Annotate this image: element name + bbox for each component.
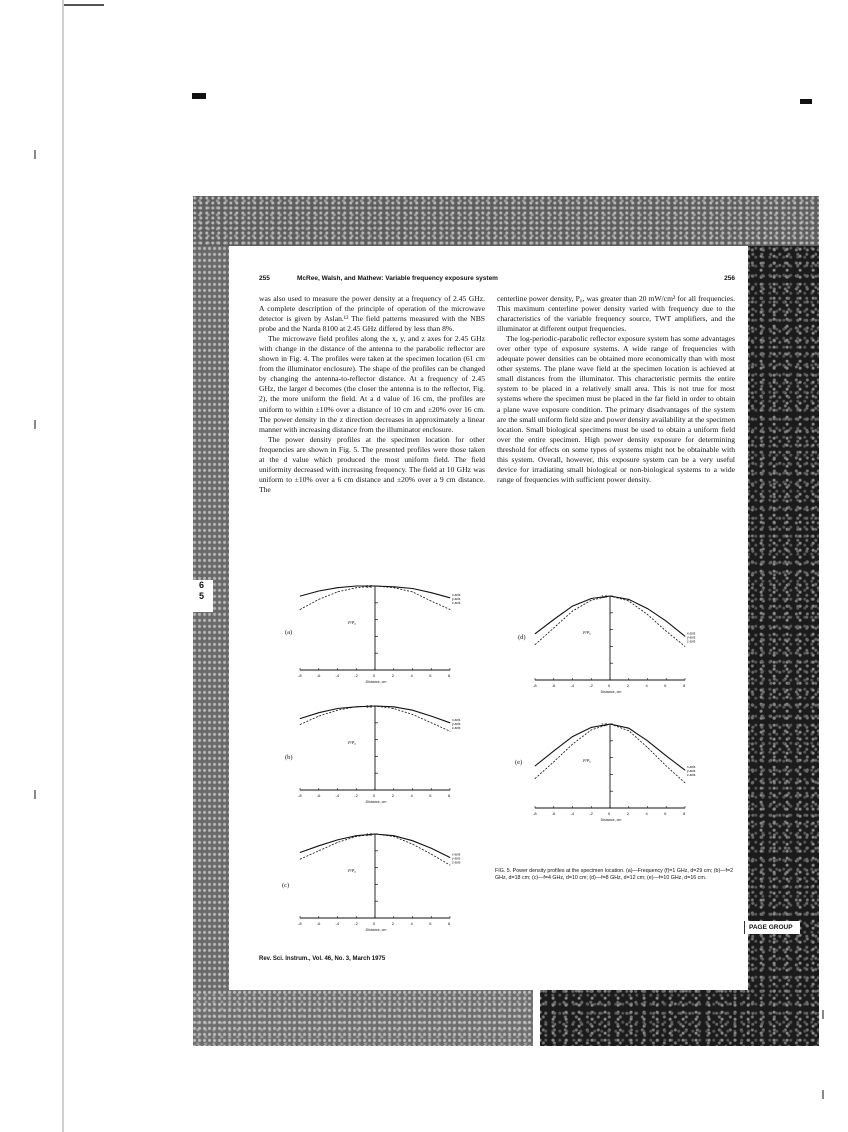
paragraph: The log-periodic-parabolic reflector exposure system has some advantages over other type of exposure systems. A wide range of frequencies with adequate power densities can be obtained more economically than with most other systems. The plane wave field at the specimen location is achieved at small distances from the illuminator. This characteristic permits the entire system to be placed in a relatively small area. This is not true for most systems where the specimen must be placed in the far field in order to obtain a plane wave exposure condition. The primary disadvantages of the system are the small uniform field size and power density availability at the specimen location. Small biological specimens must be used to obtain a uniform field over the entire specimen. High power density exposure for determining threshold for effects on some types of systems might not be obtainable with this system. Overall, however, this exposure system can be a very useful device for irradiating small biological or non-biological systems to a wide range of frequencies with sufficient power density. bbox=[497, 334, 735, 484]
data-point bbox=[337, 587, 338, 588]
data-point bbox=[300, 859, 301, 860]
x-tick-label: -6 bbox=[551, 683, 556, 688]
x-tick-label: 6 bbox=[664, 811, 667, 816]
data-point bbox=[572, 736, 573, 737]
paragraph: The microwave field profiles along the x, y, and z axes for 2.45 GHz with change in the distance of the antenna to the parabolic reflector are shown in Fig. 4. The profiles were taken at the specimen location (61 cm from the illuminator enclosure). The shape of the profiles can be changed by changing the antenna-to-reflector distance. At a frequency of 2.45 GHz, the larger d becomes (the closer the antenna is to the reflector, Fig. 2), the more uniform the field. At a d value of 16 cm, the profiles are uniform to within ±10% over a distance of 10 cm and ±20% over 16 cm. The power density in the z direction decreases in approximately a linear manner with increasing distance from the illuminator enclosure. bbox=[259, 334, 485, 434]
data-point bbox=[356, 706, 357, 707]
x-tick-label: -4 bbox=[335, 921, 340, 926]
x-tick-label: -2 bbox=[354, 673, 358, 678]
scan-dash bbox=[34, 420, 36, 429]
data-point bbox=[375, 586, 376, 587]
y-tick-label: 1.0 bbox=[366, 704, 373, 709]
data-point bbox=[450, 857, 451, 858]
data-point bbox=[300, 718, 301, 719]
legend-label: z-axis bbox=[452, 860, 461, 865]
scan-top-mark bbox=[64, 4, 104, 6]
x-tick-label: 6 bbox=[664, 683, 667, 688]
x-tick-label: 2 bbox=[626, 683, 629, 688]
scan-edge-line bbox=[62, 0, 64, 1132]
data-point bbox=[300, 724, 301, 725]
paragraph: The power density profiles at the specimen location for other frequencies are shown in Fig. 5. The presented profiles were those taken at the d value which produced the most uniform field. The field uniformity decreased with increasing frequency. The field at 10 GHz was uniform to ±10% over a 6 cm distance and ±20% over a 9 cm distance. The bbox=[259, 434, 485, 494]
panel-label-b: (b) bbox=[285, 754, 293, 761]
data-point bbox=[318, 591, 319, 592]
x-tick-label: 4 bbox=[645, 811, 648, 816]
x-tick-label: -8 bbox=[298, 793, 302, 798]
x-tick-label: 0 bbox=[373, 673, 376, 678]
paragraph: centerline power density, P₀, was greater than 20 mW/cm² for all frequencies. This maximum centerline power density varied with frequency due to the characteristics of the variable frequency source, TWT amplifiers, and the illuminator at different output frequencies. bbox=[497, 294, 735, 334]
y-axis-label: P/P₀ bbox=[348, 867, 356, 873]
photocopy-frame-notch bbox=[533, 990, 540, 1046]
data-point bbox=[628, 728, 629, 729]
data-point bbox=[450, 597, 451, 598]
x-tick-label: 8 bbox=[448, 921, 451, 926]
data-point bbox=[572, 606, 573, 607]
x-tick-label: -2 bbox=[354, 921, 358, 926]
x-tick-label: -6 bbox=[316, 793, 321, 798]
running-head bbox=[259, 275, 735, 287]
x-tick-label: 4 bbox=[410, 921, 413, 926]
data-point bbox=[375, 834, 376, 835]
scan-dash bbox=[822, 1090, 824, 1099]
x-tick-label: -4 bbox=[335, 673, 340, 678]
data-point bbox=[337, 592, 338, 593]
data-point bbox=[610, 724, 611, 725]
x-axis-label: Distance, cm bbox=[365, 680, 387, 684]
data-point bbox=[450, 865, 451, 866]
data-point bbox=[535, 633, 536, 634]
plot-panel-a bbox=[300, 580, 480, 696]
panel-label-d: (d) bbox=[518, 634, 526, 641]
scan-dash bbox=[34, 150, 36, 159]
data-point bbox=[553, 751, 554, 752]
x-tick-label: -4 bbox=[570, 811, 575, 816]
x-tick-label: 0 bbox=[373, 921, 376, 926]
x-tick-label: 0 bbox=[608, 683, 611, 688]
plot-svg bbox=[300, 580, 480, 696]
tab-line: 5 bbox=[199, 591, 205, 601]
data-point bbox=[647, 740, 648, 741]
plot-svg bbox=[535, 590, 715, 706]
x-tick-label: -6 bbox=[316, 673, 321, 678]
x-tick-label: 6 bbox=[429, 921, 432, 926]
data-point bbox=[572, 611, 573, 612]
x-tick-label: -8 bbox=[298, 921, 302, 926]
panel-label-a: (a) bbox=[285, 629, 293, 636]
legend-label: x-axis bbox=[687, 631, 696, 636]
data-point bbox=[412, 844, 413, 845]
legend-label: x-axis bbox=[452, 852, 461, 857]
plot-panel-e bbox=[535, 718, 715, 834]
journal-footer: Rev. Sci. Instrum., Vol. 46, No. 3, March 1975 bbox=[259, 956, 386, 962]
legend-label: y-axis bbox=[452, 721, 461, 726]
x-tick-label: 4 bbox=[410, 673, 413, 678]
left-column bbox=[259, 294, 485, 495]
legend-label: y-axis bbox=[452, 856, 461, 861]
data-point bbox=[393, 587, 394, 588]
plot-panel-c bbox=[300, 828, 480, 944]
y-axis-label: P/P₀ bbox=[348, 739, 356, 745]
data-point bbox=[647, 614, 648, 615]
running-title: McRee, Walsh, and Mathew: Variable frequency exposure system bbox=[297, 275, 498, 282]
data-point bbox=[337, 840, 338, 841]
legend-label: x-axis bbox=[687, 765, 696, 770]
scan-ink-blob bbox=[800, 99, 812, 104]
data-point bbox=[300, 609, 301, 610]
data-point bbox=[412, 710, 413, 711]
panel-label-e: (e) bbox=[515, 759, 523, 766]
data-point bbox=[431, 716, 432, 717]
x-tick-label: -2 bbox=[589, 811, 593, 816]
data-point bbox=[393, 706, 394, 707]
data-point bbox=[685, 646, 686, 647]
data-point bbox=[666, 756, 667, 757]
x-tick-label: 2 bbox=[391, 793, 394, 798]
photocopy-frame-top bbox=[193, 196, 819, 246]
data-point bbox=[412, 714, 413, 715]
data-point bbox=[685, 636, 686, 637]
x-tick-label: -8 bbox=[533, 811, 537, 816]
x-tick-label: 8 bbox=[683, 811, 686, 816]
scan-dash bbox=[34, 790, 36, 799]
data-point bbox=[356, 835, 357, 836]
data-point bbox=[412, 588, 413, 589]
data-point bbox=[356, 586, 357, 587]
x-tick-label: -6 bbox=[551, 811, 556, 816]
x-axis-label: Distance, cm bbox=[365, 928, 387, 932]
tab-line: 6 bbox=[199, 580, 205, 590]
y-tick-label: 1.0 bbox=[366, 584, 373, 589]
data-point bbox=[685, 782, 686, 783]
data-point bbox=[356, 836, 357, 837]
x-axis-label: Distance, cm bbox=[365, 800, 387, 804]
x-tick-label: 8 bbox=[448, 793, 451, 798]
data-point bbox=[666, 621, 667, 622]
scan-ink-blob bbox=[192, 93, 206, 99]
x-tick-label: 6 bbox=[429, 793, 432, 798]
data-point bbox=[375, 706, 376, 707]
y-axis-label: P/P₀ bbox=[348, 619, 356, 625]
data-point bbox=[628, 599, 629, 600]
data-point bbox=[300, 596, 301, 597]
data-point bbox=[431, 848, 432, 849]
data-point bbox=[450, 609, 451, 610]
data-point bbox=[553, 619, 554, 620]
data-point bbox=[591, 727, 592, 728]
data-point bbox=[337, 842, 338, 843]
data-point bbox=[393, 835, 394, 836]
x-tick-label: -8 bbox=[298, 673, 302, 678]
page-tab bbox=[193, 580, 213, 612]
y-axis-label: P/P₀ bbox=[583, 757, 591, 763]
data-point bbox=[337, 710, 338, 711]
data-point bbox=[591, 600, 592, 601]
data-point bbox=[318, 712, 319, 713]
legend-label: y-axis bbox=[687, 635, 696, 640]
x-tick-label: -2 bbox=[589, 683, 593, 688]
x-tick-label: 2 bbox=[391, 921, 394, 926]
x-tick-label: -4 bbox=[570, 683, 575, 688]
data-point bbox=[647, 608, 648, 609]
data-point bbox=[647, 747, 648, 748]
right-column bbox=[497, 294, 735, 485]
plot-panel-d bbox=[535, 590, 715, 706]
data-point bbox=[591, 598, 592, 599]
x-tick-label: -2 bbox=[354, 793, 358, 798]
legend-label: z-axis bbox=[687, 639, 696, 644]
page-number-right: 256 bbox=[724, 275, 735, 282]
data-point bbox=[318, 850, 319, 851]
plot-svg bbox=[535, 718, 715, 834]
x-tick-label: 2 bbox=[626, 811, 629, 816]
x-tick-label: 4 bbox=[645, 683, 648, 688]
data-point bbox=[393, 586, 394, 587]
x-tick-label: -6 bbox=[316, 921, 321, 926]
data-point bbox=[535, 644, 536, 645]
data-point bbox=[610, 596, 611, 597]
data-point bbox=[685, 770, 686, 771]
data-point bbox=[666, 631, 667, 632]
y-tick-label: 1.0 bbox=[601, 594, 608, 599]
legend-label: z-axis bbox=[687, 773, 696, 778]
x-tick-label: 0 bbox=[608, 811, 611, 816]
data-point bbox=[553, 628, 554, 629]
page-number-left: 255 bbox=[259, 275, 270, 282]
data-point bbox=[572, 744, 573, 745]
data-point bbox=[356, 587, 357, 588]
scan-dash bbox=[822, 1010, 824, 1019]
x-tick-label: -8 bbox=[533, 683, 537, 688]
photocopy-frame-bottom bbox=[193, 990, 533, 1046]
data-point bbox=[412, 840, 413, 841]
page-group-stamp: PAGE GROUP bbox=[744, 921, 800, 934]
plot-svg bbox=[300, 700, 480, 816]
legend-label: x-axis bbox=[452, 592, 461, 597]
legend-label: y-axis bbox=[687, 769, 696, 774]
data-point bbox=[431, 722, 432, 723]
paragraph: was also used to measure the power density at a frequency of 2.45 GHz. A complete description of the principle of operation of the microwave detector is given by Aslan.¹² The field patterns measured with the NBS probe and the Narda 8100 at 2.45 GHz differed by less than 8%. bbox=[259, 294, 485, 334]
data-point bbox=[535, 778, 536, 779]
x-tick-label: 8 bbox=[683, 683, 686, 688]
data-point bbox=[535, 766, 536, 767]
x-axis-label: Distance, cm bbox=[600, 690, 622, 694]
data-point bbox=[628, 730, 629, 731]
x-axis-label: Distance, cm bbox=[600, 818, 622, 822]
x-tick-label: 2 bbox=[391, 673, 394, 678]
panel-label-c: (c) bbox=[282, 882, 290, 889]
data-point bbox=[393, 836, 394, 837]
data-point bbox=[666, 766, 667, 767]
x-tick-label: 6 bbox=[429, 673, 432, 678]
x-tick-label: 8 bbox=[448, 673, 451, 678]
data-point bbox=[337, 708, 338, 709]
y-tick-label: 1.0 bbox=[366, 832, 373, 837]
x-tick-label: 4 bbox=[410, 793, 413, 798]
x-tick-label: -4 bbox=[335, 793, 340, 798]
data-point bbox=[431, 601, 432, 602]
photocopy-frame-left bbox=[193, 246, 229, 1046]
legend-label: z-axis bbox=[452, 600, 461, 605]
legend-label: x-axis bbox=[452, 717, 461, 722]
data-point bbox=[318, 845, 319, 846]
data-point bbox=[318, 716, 319, 717]
data-point bbox=[450, 731, 451, 732]
legend-label: z-axis bbox=[452, 725, 461, 730]
data-point bbox=[412, 592, 413, 593]
y-tick-label: 1.0 bbox=[601, 722, 608, 727]
data-point bbox=[553, 761, 554, 762]
data-point bbox=[431, 592, 432, 593]
plot-svg bbox=[300, 828, 480, 944]
data-point bbox=[393, 708, 394, 709]
x-tick-label: 0 bbox=[373, 793, 376, 798]
plot-panel-b bbox=[300, 700, 480, 816]
data-point bbox=[431, 854, 432, 855]
data-point bbox=[591, 730, 592, 731]
data-point bbox=[318, 599, 319, 600]
legend-label: y-axis bbox=[452, 596, 461, 601]
data-point bbox=[300, 852, 301, 853]
figure-caption: FIG. 5. Power density profiles at the specimen location. (a)—Frequency (f)=1 GHz, d=29 cm; (b)—f=2 GHz, d=18 cm; (c)—f=4 GHz, d=10 cm; (d)—f=8 GHz, d=12 cm; (e)—f=10 GHz, d=16 cm. bbox=[495, 868, 734, 881]
y-axis-label: P/P₀ bbox=[583, 629, 591, 635]
data-point bbox=[450, 722, 451, 723]
data-point bbox=[628, 601, 629, 602]
